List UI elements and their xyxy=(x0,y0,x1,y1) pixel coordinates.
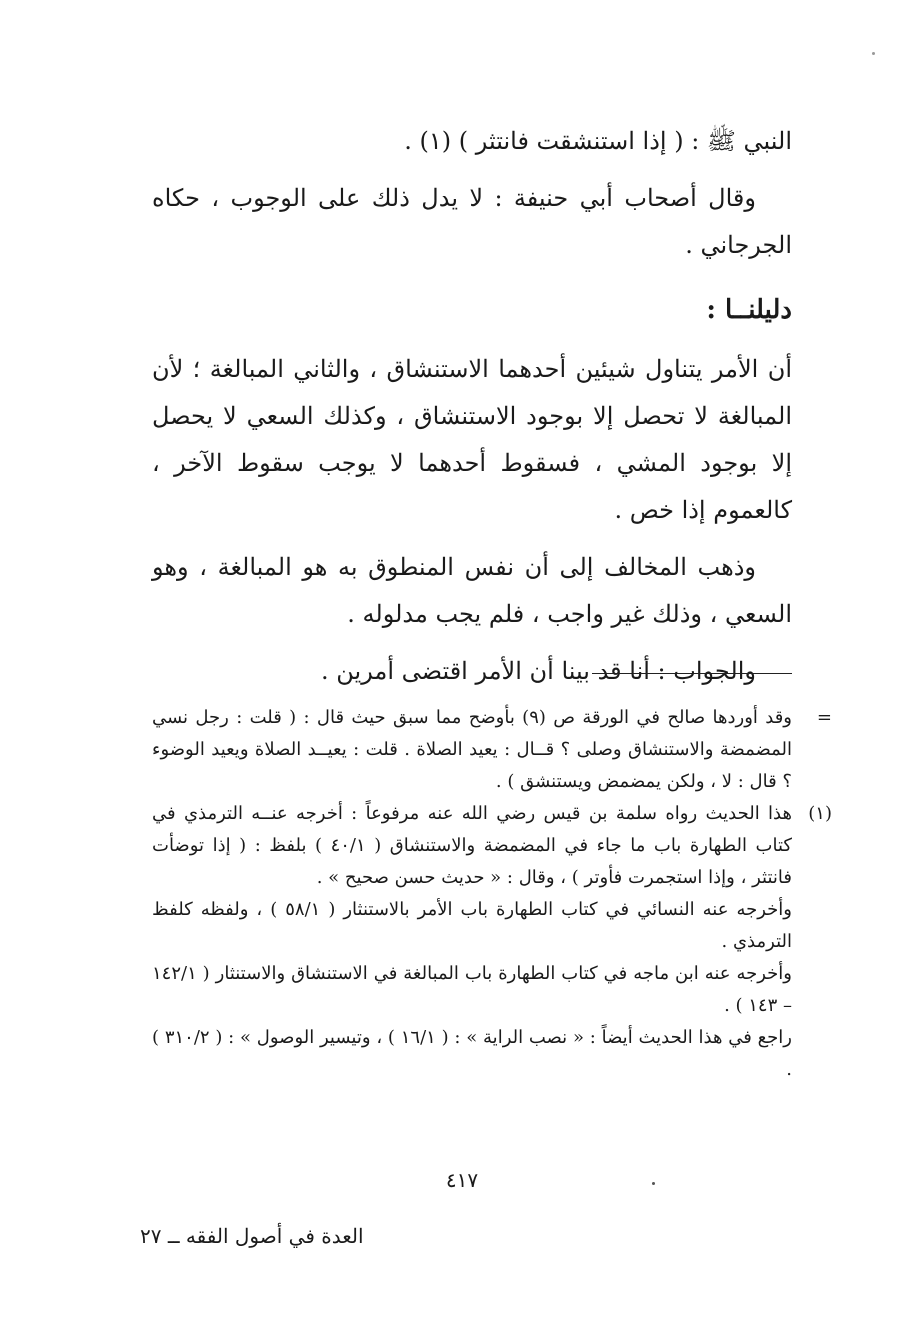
paragraph-evidence: أن الأمر يتناول شيئين أحدهما الاستنشاق ، والثاني المبالغة ؛ لأن المبالغة لا تحصل إلا بوجود الاستنشاق ، وكذلك السعي لا يحصل إلا بوجود المشي ، فسقوط أحدهما لا يوجب سقوط الآخر ، كالعموم إذا خص . xyxy=(152,355,792,524)
footnote-1-text-c: وأخرجه عنه ابن ماجه في كتاب الطهارة باب المبالغة في الاستنشاق والاستنثار ( ١٤٢/١ – ١٤٣ ) . xyxy=(152,963,792,1016)
footnote-1-marker: (١) xyxy=(808,803,832,824)
footnote-1-text-b: وأخرجه عنه النسائي في كتاب الطهارة باب الأمر بالاستنثار ( ٥٨/١ ) ، ولفظه كلفظ الترمذي . xyxy=(152,899,792,952)
section-heading: دليلنــا : xyxy=(706,295,792,325)
paragraph-hadith-quote: النبي ﷺ : ( إذا استنشقت فانتثر ) (١) . xyxy=(404,127,792,155)
footnote-1 xyxy=(152,798,832,1086)
scan-speck-top xyxy=(872,52,875,55)
main-text-body xyxy=(152,118,792,705)
paragraph-opponent-view: وذهب المخالف إلى أن نفس المنطوق به هو المبالغة ، وهو السعي ، وذلك غير واجب ، فلم يجب مدلوله . xyxy=(152,553,792,628)
scan-speck xyxy=(652,1182,655,1185)
footnote-continuation xyxy=(152,702,832,798)
footnotes-section xyxy=(152,702,832,1086)
footnote-continuation-text: وقد أوردها صالح في الورقة ص (٩) بأوضح مما سبق حيث قال : ( قلت : رجل نسي المضمضة والاستنشاق وصلى ؟ قــال : يعيد الصلاة . قلت : يعيــد الصلاة ويعيد الوضوء ؟ قال : لا ، ولكن يمضمض ويستنشق ) . xyxy=(152,707,792,792)
paragraph-hanafi-view: وقال أصحاب أبي حنيفة : لا يدل ذلك على الوجوب ، حكاه الجرجاني . xyxy=(152,184,792,259)
running-footer: العدة في أصول الفقه ــ ٢٧ xyxy=(140,1224,364,1248)
footnote-1-text-d: راجع في هذا الحديث أيضاً : « نصب الراية » : ( ١٦/١ ) ، وتيسير الوصول » : ( ٣١٠/٢ ) . xyxy=(152,1027,792,1080)
footnote-continuation-marker: = xyxy=(816,707,832,728)
paragraph-answer: والجواب : أنا قد بينا أن الأمر اقتضى أمرين . xyxy=(321,657,756,685)
page-number: ٤١٧ xyxy=(445,1168,479,1192)
footnote-separator xyxy=(592,673,792,674)
footnote-1-text-a: هذا الحديث رواه سلمة بن قيس رضي الله عنه مرفوعاً : أخرجه عنــه الترمذي في كتاب الطهارة باب ما جاء في المضمضة والاستنشاق ( ٤٠/١ ) بلفظ : ( إذا توضأت فانتثر ، وإذا استجمرت فأوتر ) ، وقال : « حديث حسن صحيح » . xyxy=(152,803,792,888)
